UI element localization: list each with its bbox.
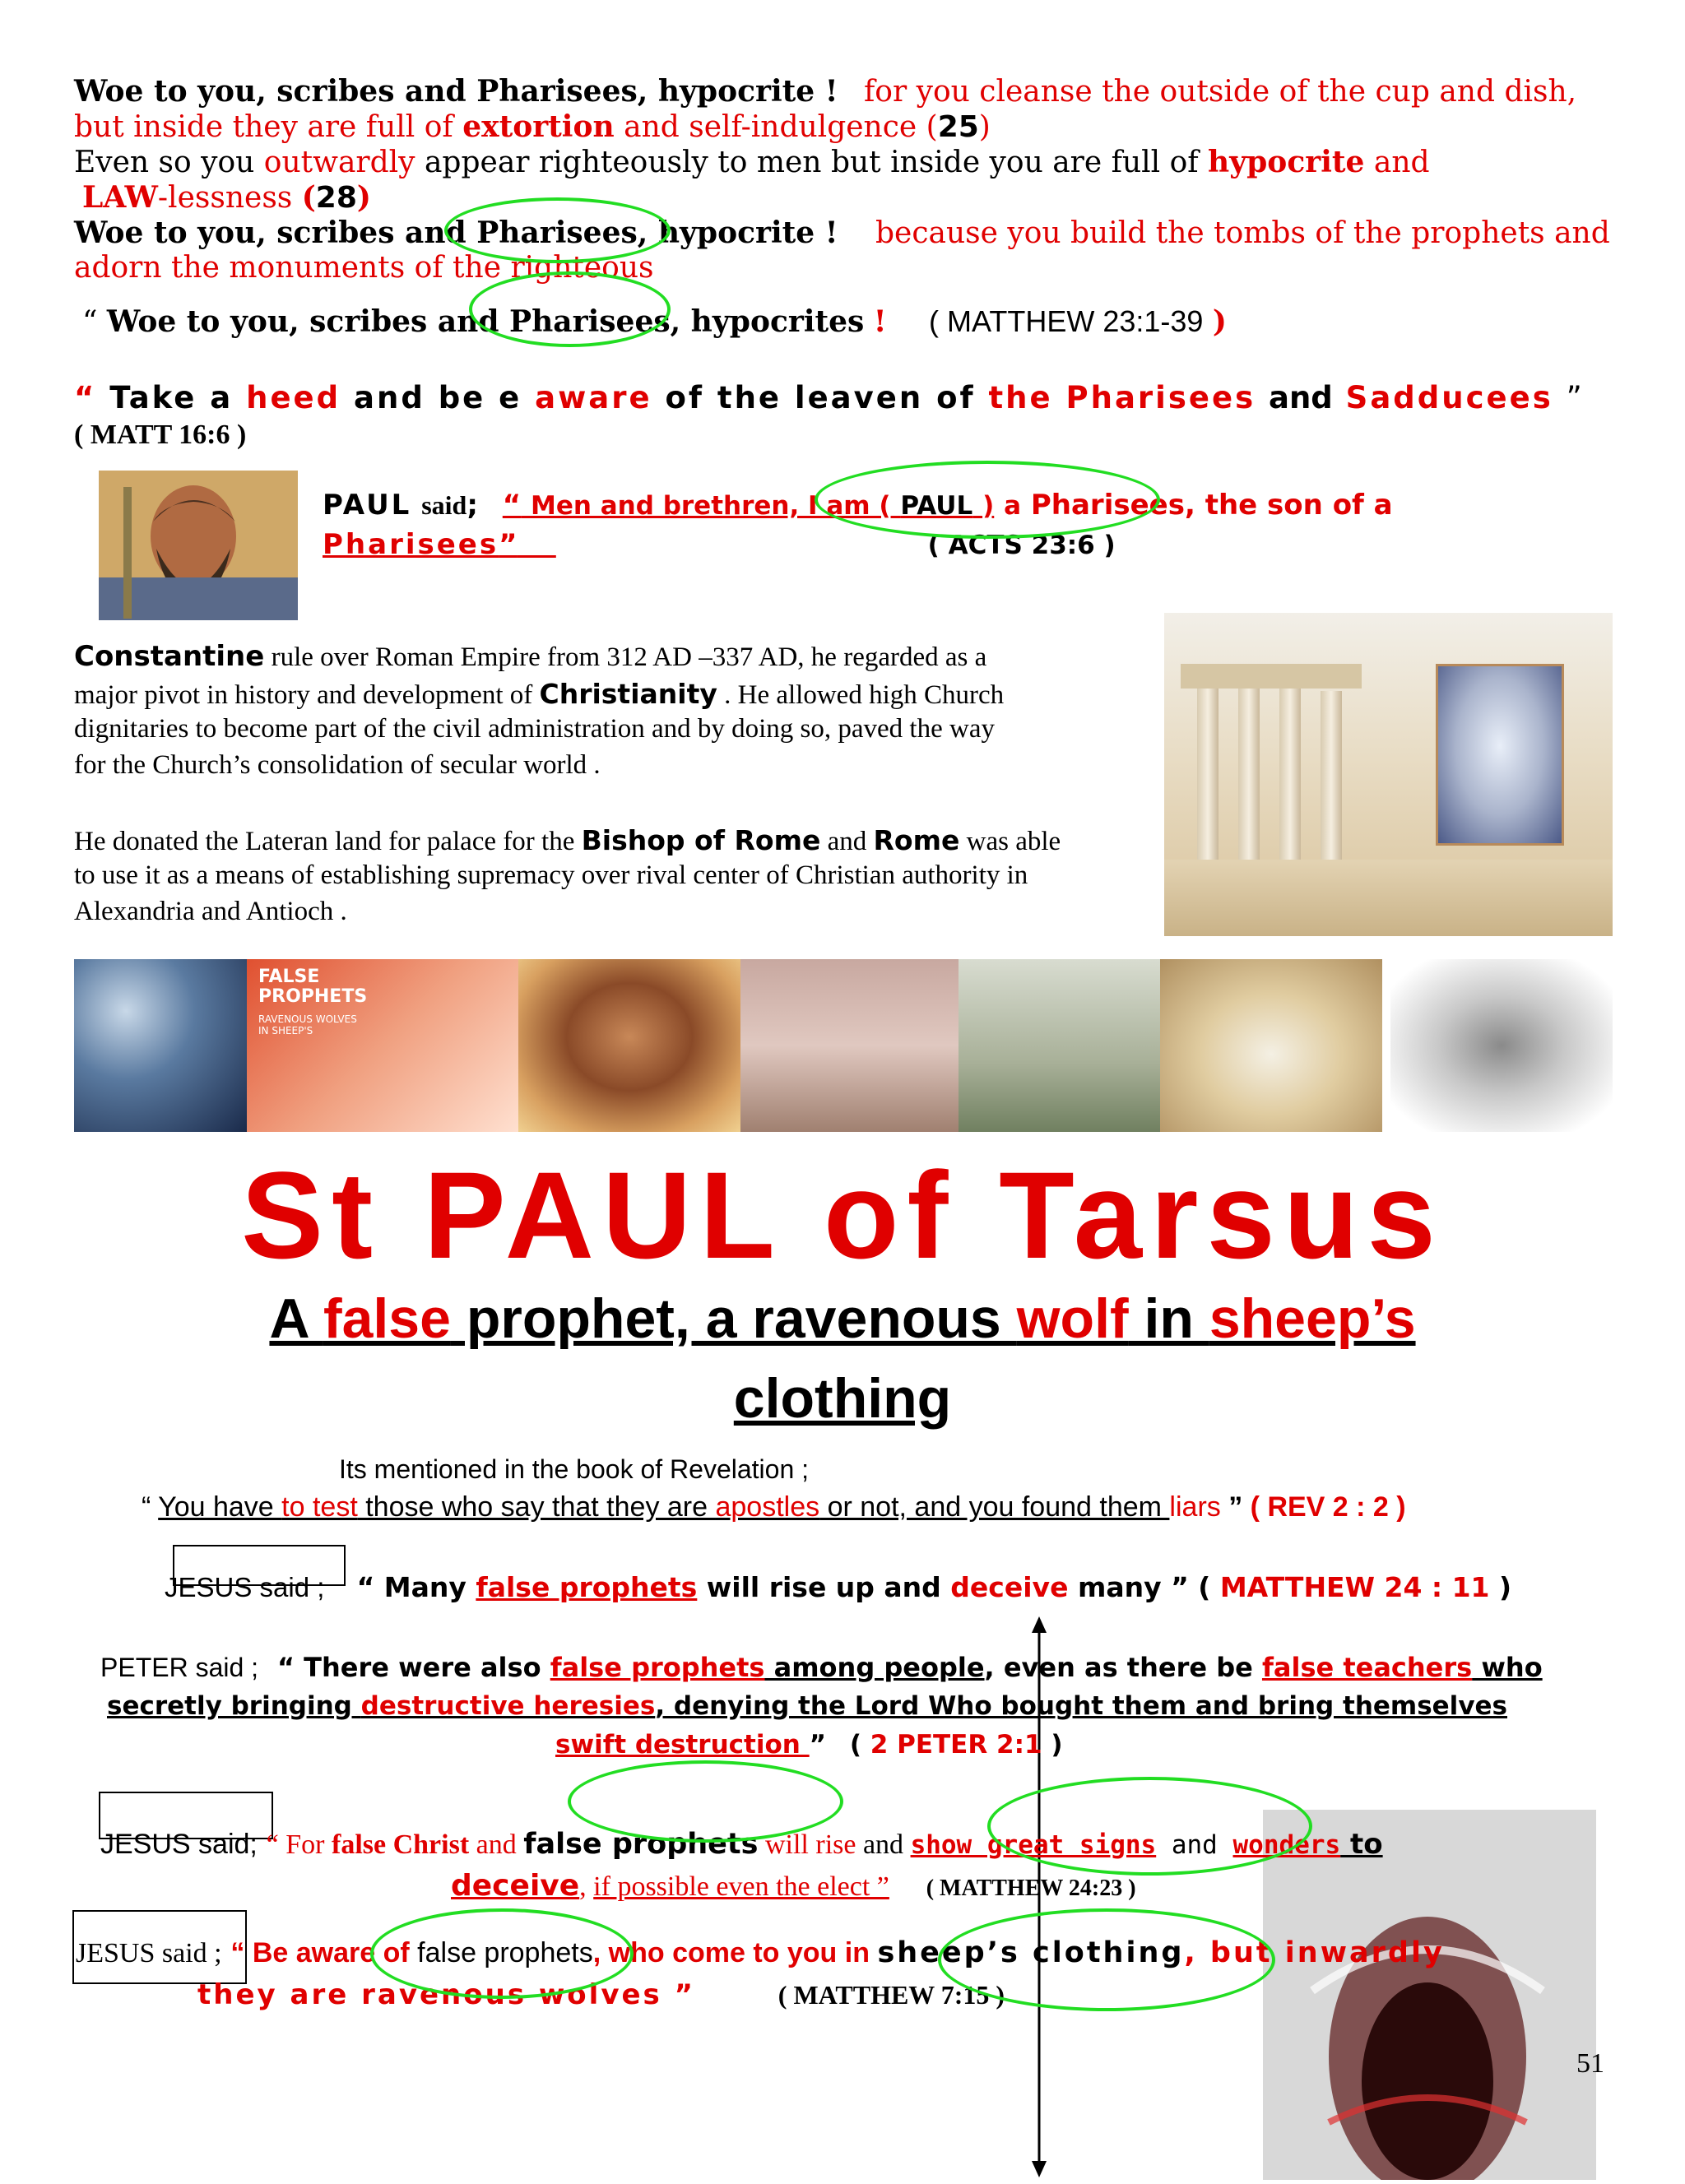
text: . He allowed high Church [717, 680, 1005, 710]
jesus-quote-1 [165, 1571, 1511, 1603]
woe2-line-1 [74, 216, 1610, 250]
text: major pivot in history and development of [74, 680, 540, 710]
paren: ) [356, 180, 371, 215]
jesus-said-label: JESUS said ; [76, 1938, 222, 1968]
woe-text: and self-indulgence [614, 110, 926, 144]
woe-red-tail: for you cleanse the outside of the cup and dish, [863, 75, 1577, 109]
quote-text: , even as there be [984, 1652, 1262, 1683]
peter-said-label: PETER said ; [100, 1653, 259, 1682]
quote-mark: “ [74, 380, 97, 415]
text: and [1364, 146, 1430, 179]
revelation-quote [142, 1491, 1406, 1523]
hypocrite-word: hypocrite [1208, 145, 1365, 179]
constantine-bust-image [1436, 664, 1564, 846]
woe-line-2 [74, 109, 991, 144]
jesus-quote-1-text [357, 1571, 1512, 1603]
woe-red-tail: because you build the tombs of the prophets and [875, 216, 1610, 250]
even-so-line-1 [74, 145, 1430, 179]
poster-title-line: PROPHETS [258, 986, 368, 1007]
text: rule over Roman Empire from 312 AD –337 AD, he regarded as a [264, 642, 987, 672]
annotation-circle [370, 1908, 634, 1999]
matthew-reference: ( MATTHEW 7:15 ) [778, 1980, 1005, 2010]
annotation-circle [815, 461, 1160, 539]
swift-destruction-word: swift destruction [555, 1730, 810, 1760]
poster-subtitle-line: RAVENOUS WOLVES [258, 1013, 357, 1025]
paul-portrait-art [99, 471, 298, 620]
heed-word: heed [246, 380, 341, 415]
quote-text: , but inwardly [1184, 1936, 1445, 1969]
quote-text: will rise [758, 1829, 856, 1860]
wonders-word: wonders [1232, 1830, 1341, 1860]
quote-text: Pharisees [323, 528, 499, 561]
verse-number: 25 [937, 110, 979, 144]
text: You have [158, 1491, 282, 1523]
text: -lessness [157, 181, 302, 215]
quote-text: “ For [266, 1829, 332, 1860]
peter-line-3 [555, 1730, 1063, 1760]
ravenous-wolves-text: they are ravenous wolves ” [197, 1978, 695, 2011]
heed-text: and [1268, 380, 1333, 415]
image-strip [74, 959, 1613, 1132]
wolf-howling-image [74, 959, 247, 1132]
woe-bold: Woe to you, scribes and Pharisees, hypocrites [106, 304, 865, 339]
paren: ( [926, 110, 938, 144]
constantine-line-7: Alexandria and Antioch . [74, 897, 347, 926]
said-label: said [421, 490, 467, 520]
paren: ( [849, 1730, 861, 1760]
false-teachers-word: false teachers [1261, 1652, 1473, 1683]
wolf-dark-art [1263, 1810, 1596, 2180]
annotation-circle [469, 271, 671, 347]
quote-mark: ” [1566, 380, 1585, 415]
quote-mark: ” [1220, 1491, 1243, 1523]
quote-text: , who come to you in [592, 1937, 878, 1968]
quote-text: “ Many [356, 1571, 476, 1603]
quote-text: will rise up and [697, 1571, 951, 1603]
poster-subtitle-line: IN SHEEP'S [258, 1025, 313, 1036]
false-christ-word: false Christ [332, 1829, 470, 1860]
comma: , [579, 1871, 594, 1902]
christianity-word: Christianity [539, 678, 717, 710]
jesus-said-label: JESUS said [100, 1829, 250, 1860]
heed-text: of the leaven of [665, 380, 976, 415]
quote-mark: “ [82, 305, 98, 339]
quote-text: and [469, 1829, 524, 1860]
paul-painting-image [518, 959, 740, 1132]
wolf-dark-image [1263, 1810, 1596, 2180]
matthew-reference: MATTHEW 24 : 11 [1210, 1571, 1500, 1603]
quote-mark: “ [142, 1491, 151, 1523]
pharisees-word: the Pharisees [988, 380, 1256, 415]
peter-line-2 [107, 1691, 1507, 1721]
woe-bold-lead: Woe to you, scribes and Pharisees, hypocrite ! [74, 74, 838, 109]
apostles-word: apostles [715, 1491, 820, 1523]
subtitle-underlined [269, 1287, 1415, 1350]
false-prophets-word: false prophets [476, 1571, 698, 1603]
constantine-line-2 [74, 678, 1004, 711]
subtitle-text: in [1128, 1287, 1209, 1350]
paul-quote-line-2-underlined [323, 528, 556, 561]
heed-line [74, 380, 1585, 415]
quote-text: “ Be aware of [230, 1937, 418, 1968]
bishop-of-rome: Bishop of Rome [581, 824, 821, 856]
quote-text: and [1156, 1830, 1233, 1860]
destructive-heresies-word: destructive heresies [360, 1691, 656, 1721]
constantine-line-1 [74, 640, 986, 673]
quote-mark: ” [499, 528, 518, 561]
quote-text: who [1472, 1652, 1543, 1683]
woe-text: but inside they are full of [74, 110, 463, 144]
matthew-reference: ( MATTHEW 24:23 ) [926, 1876, 1136, 1901]
show-great-signs-word: show great signs [910, 1830, 1157, 1860]
woe-bold-lead: Woe to you, scribes and Pharisees, hypocrite ! [74, 216, 838, 250]
wolf-word: wolf [1016, 1287, 1129, 1350]
law-word: LAW [82, 180, 158, 215]
rev-reference: ( REV 2 : 2 ) [1250, 1491, 1406, 1523]
quote-text: Pharisees, the son of a [1030, 489, 1393, 522]
liars-word: liars [1169, 1491, 1221, 1523]
to-test-word: to test [281, 1491, 358, 1523]
aware-word: aware [535, 380, 652, 415]
text: and [820, 827, 874, 856]
quote-text: to [1340, 1828, 1383, 1861]
sheeps-word: sheep’s [1209, 1287, 1416, 1350]
quote-text: , denying the Lord Who bought them and bring themselves [655, 1691, 1507, 1721]
white-wolf-image [1160, 959, 1382, 1132]
wolf-in-sheep-skin-image [1390, 959, 1613, 1132]
paren: ) [978, 110, 991, 144]
rome-word: Rome [873, 824, 960, 856]
constantine-line-4: for the Church’s consolidation of secular world . [74, 750, 601, 780]
even-so-line-2 [82, 180, 371, 215]
quote-text: secretly bringing [107, 1691, 361, 1721]
sheeps-clothing-word: sheep’s clothing [877, 1936, 1185, 1969]
paren: ) [982, 491, 995, 521]
outwardly-word: outwardly [263, 146, 415, 179]
annotation-circle [444, 197, 671, 263]
page-number: 51 [1576, 2048, 1604, 2079]
church-crucifix-image [740, 959, 959, 1132]
quote-text: “ There were also [276, 1652, 550, 1683]
sheep-wolf-image [959, 959, 1160, 1132]
quote-text: many ” ( [1068, 1571, 1211, 1603]
woe2-line-2: adorn the monuments of the righteous [74, 251, 654, 285]
constantine-line-5 [74, 824, 1061, 857]
false-prophets-word: false prophets [417, 1937, 593, 1968]
subtitle-line-2: clothing [733, 1367, 952, 1430]
subtitle-text: A [269, 1287, 323, 1350]
false-prophets-poster-image [247, 959, 518, 1132]
deceive-word: deceive [950, 1571, 1069, 1603]
subtitle-text: prophet, a ravenous [450, 1287, 1017, 1350]
revelation-intro: Its mentioned in the book of Revelation ; [339, 1454, 810, 1484]
false-word: false [323, 1287, 451, 1350]
heed-text: and be e [354, 380, 522, 415]
paul-portrait-image [99, 471, 298, 620]
semicolon: ; [249, 1829, 258, 1860]
heed-text: Take a [109, 380, 234, 415]
text: or not, and you found them [819, 1491, 1170, 1523]
constantine-line-6: to use it as a means of establishing supremacy over rival center of Christian authority in [74, 860, 1028, 890]
paul-name: PAUL [323, 489, 412, 522]
paren: ( [301, 180, 316, 215]
woe-line-1 [74, 74, 1576, 109]
quote-mark: “ [502, 489, 522, 522]
main-title: St PAUL of Tarsus [241, 1146, 1444, 1284]
semicolon: ; [467, 489, 478, 522]
paren: ) [1051, 1730, 1063, 1760]
text: He donated the Lateran land for palace for the [74, 827, 582, 856]
paren: ) [1499, 1571, 1512, 1603]
verse-number: 28 [315, 181, 357, 215]
acts-reference: ( ACTS 23:6 ) [927, 531, 1116, 560]
exclamation: ! [873, 304, 887, 339]
quote-mark: ” [809, 1730, 827, 1760]
sadducees-word: Sadducees [1345, 380, 1553, 415]
paul-inline: PAUL [900, 491, 973, 521]
text: appear righteously to men but inside you are full of [415, 146, 1209, 179]
jesus-quote-2-line-2 [451, 1869, 1136, 1903]
quote-text: Men and brethren, I am ( [530, 491, 891, 521]
quote-text: among people [764, 1652, 985, 1683]
text: was able [959, 827, 1061, 856]
text: those who say that they are [357, 1491, 716, 1523]
reference: ( MATTHEW 23:1-39 [929, 304, 1204, 338]
extortion-word: extortion [462, 109, 615, 144]
false-prophets-word: false prophets [550, 1652, 765, 1683]
peter-line-1 [100, 1652, 1543, 1683]
subtitle-line-1 [0, 1287, 1685, 1350]
text: Even so you [74, 146, 264, 179]
constantine-line-3: dignitaries to become part of the civil administration and by doing so, paved the way [74, 714, 995, 744]
roman-ruins-image [1164, 613, 1613, 936]
annotation-circle [938, 1908, 1275, 2011]
poster-title-line: FALSE [258, 967, 320, 987]
paren: ) [1212, 304, 1227, 339]
peter-reference: 2 PETER 2:1 [861, 1730, 1051, 1760]
constantine-name: Constantine [74, 640, 265, 673]
quote-text: a [1004, 491, 1022, 521]
quote-text: if possible even the elect ” [593, 1871, 889, 1902]
annotation-circle [568, 1760, 843, 1843]
peter-quote-line-1 [277, 1652, 1543, 1683]
annotation-circle [987, 1777, 1312, 1876]
false-prophets-word: false prophets [523, 1828, 759, 1861]
heed-reference: ( MATT 16:6 ) [74, 420, 247, 450]
jesus-said-label: JESUS said ; [165, 1572, 325, 1602]
revelation-underlined [158, 1491, 1169, 1523]
deceive-word: deceive [451, 1869, 580, 1903]
quote-text: and [856, 1829, 911, 1860]
